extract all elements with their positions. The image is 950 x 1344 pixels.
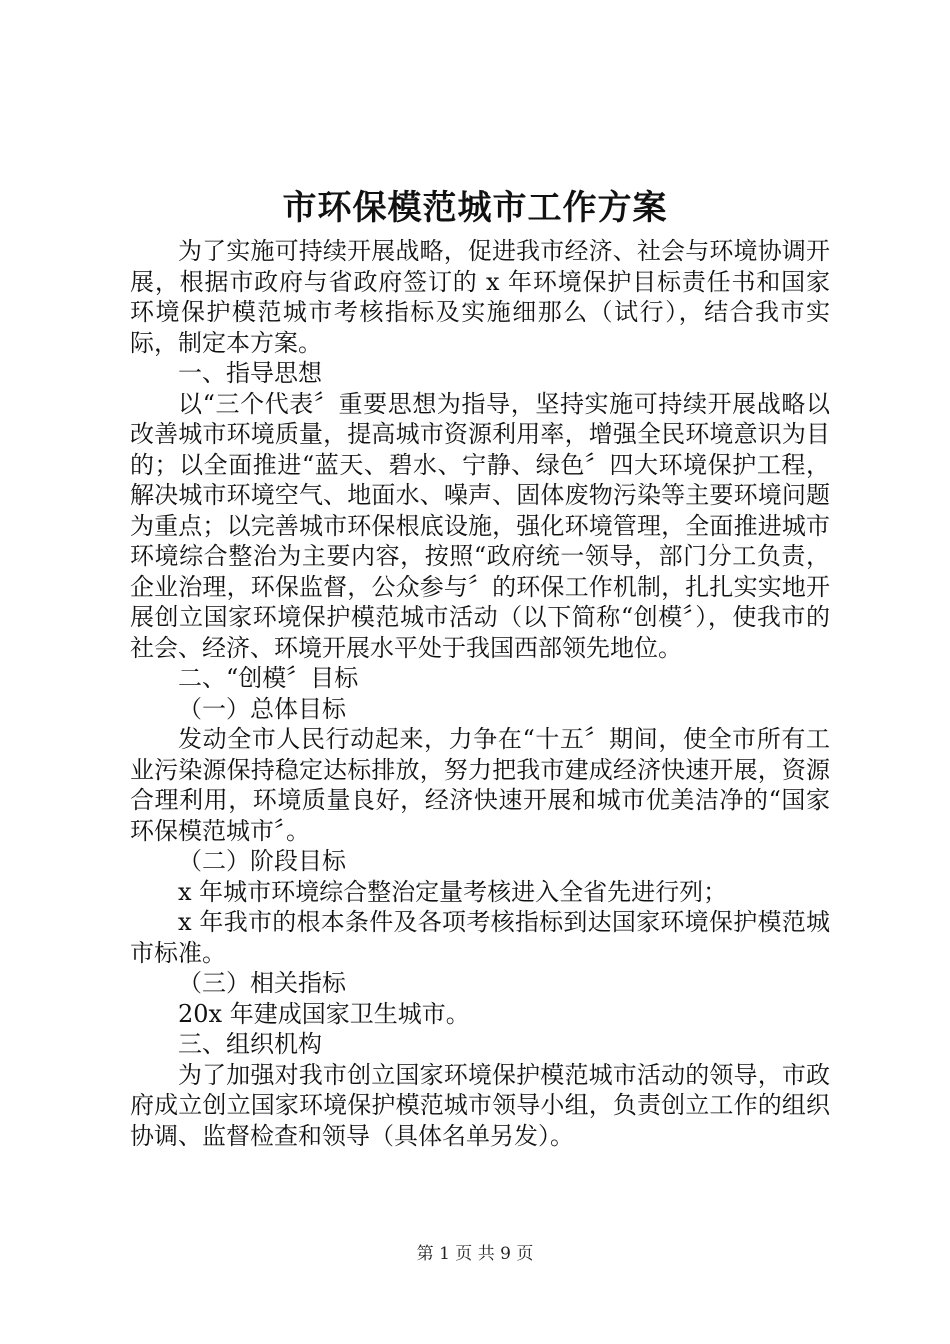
- section-heading-organization: 三、组织机构: [178, 1030, 322, 1058]
- document-body: [130, 236, 830, 1151]
- subheading-overall-goal: （一）总体目标: [178, 694, 346, 723]
- intro-paragraph: 为了实施可持续开展战略，促进我市经济、社会与环境协调开展，根据市政府与省政府签订的 x 年环境保护目标责任书和国家环境保护模范城市考核指标及实施细那么（试行），结合我市实际，制定本方案。: [130, 237, 830, 357]
- document-title: 市环保模范城市工作方案: [282, 188, 668, 228]
- guiding-ideology-paragraph: 以“三个代表〞重要思想为指导，坚持实施可持续开展战略以改善城市环境质量，提高城市资源利用率，增强全民环境意识为目的；以全面推进“蓝天、碧水、宁静、绿色〞四大环境保护工程，解决城市环境空气、地面水、噪声、固体废物污染等主要环境问题为重点；以完善城市环保根底设施，强化环境管理，全面推进城市环境综合整治为主要内容，按照“政府统一领导，部门分工负责，企业治理，环保监督，公众参与〞的环保工作机制，扎扎实实地开展创立国家环境保护模范城市活动（以下简称“创模〞），使我市的社会、经济、环境开展水平处于我国西部领先地位。: [130, 389, 830, 662]
- section-heading-guiding-ideology: 一、指导思想: [178, 359, 322, 387]
- subheading-stage-goals: （二）阶段目标: [178, 847, 346, 875]
- stage-goal-item: x 年城市环境综合整治定量考核进入全省先进行列；: [178, 877, 728, 906]
- stage-goal-item: x 年我市的根本条件及各项考核指标到达国家环境保护模范城市标准。: [130, 908, 830, 967]
- organization-paragraph: 为了加强对我市创立国家环境保护模范城市活动的领导，市政府成立创立国家环境保护模范城市领导小组，负责创立工作的组织协调、监督检查和领导（具体名单另发）。: [130, 1060, 830, 1150]
- related-indicator-item: 20x 年建成国家卫生城市。: [178, 999, 470, 1028]
- page-number-footer: 第 1 页 共 9 页: [416, 1244, 534, 1264]
- subheading-related-indicators: （三）相关指标: [178, 969, 346, 997]
- section-heading-goals: 二、“创模〞目标: [178, 664, 359, 692]
- overall-goal-paragraph: 发动全市人民行动起来，力争在“十五〞期间，使全市所有工业污染源保持稳定达标排放，努力把我市建成经济快速开展，资源合理利用，环境质量良好，经济快速开展和城市优美洁净的“国家环保模范城市〞。: [130, 725, 830, 845]
